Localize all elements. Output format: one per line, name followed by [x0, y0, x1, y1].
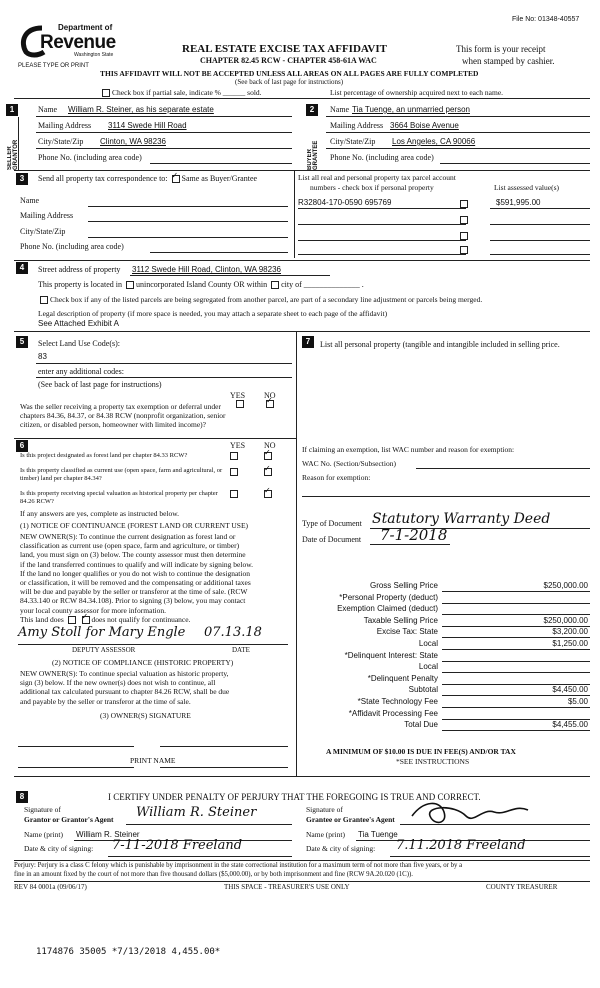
reason-label: Reason for exemption:: [302, 473, 371, 482]
partial-sale-checkbox[interactable]: [102, 89, 110, 97]
seller-city-value: Clinton, WA 98236: [100, 137, 166, 146]
grantee-name-value: Tia Tuenge: [358, 830, 398, 839]
buyer-name-value: Tia Tuenge, an unmarried person: [352, 105, 470, 114]
fee-line: [442, 603, 590, 604]
please-type-note: PLEASE TYPE OR PRINT: [18, 63, 89, 69]
fee-label: *Delinquent Interest: State: [344, 650, 438, 660]
ownership-note: List percentage of ownership acquired next to each name.: [330, 88, 504, 97]
fee-line: [442, 591, 590, 592]
fee-label: Subtotal: [408, 685, 438, 695]
notice-line: if the land transferred continues to qualify and will indicate by signing below.: [20, 559, 253, 569]
seller-mail-value: 3114 Swede Hill Road: [108, 121, 187, 130]
section-7-number: 7: [302, 336, 314, 348]
rev-number: REV 84 0001a (09/06/17): [14, 883, 87, 891]
doc-type-value: Statutory Warranty Deed: [372, 511, 551, 527]
notice-line: NEW OWNER(S): To continue special valuation as historic property,: [20, 669, 229, 678]
treasurer-stamp: 1174876 35005 *7/13/2018 4,455.00*: [36, 947, 221, 957]
unincorporated-checkbox[interactable]: [126, 281, 134, 289]
minimum-note: A MINIMUM OF $10.00 IS DUE IN FEE(S) AND/OR TAX: [326, 747, 516, 756]
segregated-checkbox[interactable]: [40, 296, 48, 304]
wac-label: WAC No. (Section/Subsection): [302, 459, 396, 468]
section-5-number: 5: [16, 336, 28, 348]
notice-1-title: (1) NOTICE OF CONTINUANCE (FOREST LAND OR CURRENT USE): [20, 521, 249, 530]
notice-line: and payable by the seller or transferor at the time of sale.: [20, 696, 191, 706]
historic-yes-checkbox[interactable]: [230, 490, 238, 498]
grantor-date-value: 7-11-2018 Freeland: [112, 838, 243, 853]
fee-value: $4,450.00: [552, 685, 588, 695]
county-treasurer-label: COUNTY TREASURER: [486, 883, 558, 891]
seller-phone-label: Phone No. (including area code): [38, 153, 142, 162]
perjury-line-1: Perjury: Perjury is a class C felony which is punishable by imprisonment in the state correctional institution for a maximum term of not more than five years, or by a: [14, 862, 463, 869]
fee-line: [442, 730, 590, 731]
s3-mail-label: Mailing Address: [20, 211, 74, 220]
fee-line: [442, 661, 590, 662]
s5-see-back: (See back of last page for instructions): [38, 380, 162, 389]
receipt-note-2: when stamped by cashier.: [462, 56, 555, 66]
partial-sale-label: Check box if partial sale, indicate % ______ sold.: [100, 89, 262, 97]
land-use-value: 83: [38, 352, 47, 361]
buyer-name-label: Name: [330, 105, 350, 114]
claiming-exemption-label: If claiming an exemption, list WAC number and reason for exemption:: [302, 445, 515, 454]
grantee-sig-label-1: Signature of: [306, 805, 343, 814]
does-not-qualify-checkbox[interactable]: [82, 616, 90, 624]
historic-question: Is this property receiving special valuation as historical property per chapter 84.26 RCW?: [20, 490, 218, 505]
fee-value: $1,250.00: [552, 639, 588, 648]
s5-yes-header: YES: [230, 391, 246, 400]
s3-phone-label: Phone No. (including area code): [20, 242, 124, 251]
parcel-header-1: List all real and personal property tax parcel account: [298, 173, 456, 182]
seller-city-label: City/State/Zip: [38, 137, 84, 146]
doc-type-label: Type of Document: [302, 519, 362, 528]
notice-line: NEW OWNER(S): To continue the current designation as forest land or: [20, 532, 236, 541]
seller-name-label: Name: [38, 105, 58, 114]
grantee-sig-label-2: Grantee or Grantee's Agent: [306, 815, 395, 824]
grantee-date-label: Date & city of signing:: [306, 844, 376, 853]
fee-label: Total Due: [404, 720, 438, 730]
fee-label: Gross Selling Price: [369, 581, 438, 590]
if-yes-note: If any answers are yes, complete as instructed below.: [20, 509, 180, 518]
logo-name-text: Revenue: [40, 32, 116, 53]
form-subtitle: CHAPTER 82.45 RCW - CHAPTER 458-61A WAC: [200, 56, 377, 65]
deputy-assessor-label: DEPUTY ASSESSOR: [72, 646, 136, 654]
notice-2-body: [20, 669, 294, 706]
fee-label: Local: [418, 662, 438, 672]
fee-label: Taxable Selling Price: [363, 615, 438, 625]
fee-line: [442, 649, 590, 650]
buyer-city-value: Los Angeles, CA 90066: [392, 137, 476, 146]
fee-label: *Delinquent Penalty: [367, 673, 438, 683]
buyer-phone-label: Phone No. (including area code): [330, 153, 434, 162]
section-2-number: 2: [306, 104, 318, 116]
fee-value: $250,000.00: [543, 581, 588, 590]
parcel-2-personal-checkbox[interactable]: [460, 216, 468, 224]
historic-no-checkbox[interactable]: [264, 490, 272, 498]
notice-line: or classification, it will be removed and the compensating or additional taxes: [20, 578, 251, 588]
section-4-number: 4: [16, 262, 28, 274]
s6-yes-header: YES: [230, 441, 246, 450]
fee-label: Excise Tax: State: [376, 627, 438, 637]
deputy-date-label: DATE: [232, 646, 250, 654]
forest-question: Is this project designated as forest land per chapter 84.33 RCW?: [20, 452, 188, 459]
section-1-number: 1: [6, 104, 18, 116]
doc-date-value: 7-1-2018: [380, 526, 448, 544]
form-title: REAL ESTATE EXCISE TAX AFFIDAVIT: [182, 43, 387, 55]
section-8-number: 8: [16, 791, 28, 803]
fee-label: *Affidavit Processing Fee: [348, 708, 438, 718]
fee-label: *State Technology Fee: [357, 697, 438, 706]
street-value: 3112 Swede Hill Road, Clinton, WA 98236: [132, 265, 281, 274]
s6-no-header: NO: [264, 441, 276, 450]
fee-label: *Personal Property (deduct): [339, 592, 438, 602]
additional-codes-label: enter any additional codes:: [38, 367, 124, 376]
s3-name-label: Name: [20, 196, 40, 205]
does-qualify-checkbox[interactable]: [68, 616, 76, 624]
logo-state-text: Washington State: [74, 52, 114, 58]
owner-signature-label: (3) OWNER(S) SIGNATURE: [100, 711, 191, 720]
segregated-label: Check box if any of the listed parcels are being segregated from another parcel, are part of a secondary line adjustment or parcels being merged.: [38, 296, 482, 304]
assessor-signature: Amy Stoll for Mary Engle: [18, 625, 186, 640]
located-label: This property is located in unincorporated Island County OR within city of ______________ .: [38, 280, 364, 289]
notice-line: If the land no longer qualifies or you do not wish to continue the designation: [20, 568, 250, 578]
legal-description-value: See Attached Exhibit A: [38, 319, 119, 328]
section-3-number: 3: [16, 173, 28, 185]
s5-no-header: NO: [264, 391, 276, 400]
fee-line: [442, 672, 590, 673]
grantor-sig-label-2: Grantor or Grantor's Agent: [24, 815, 114, 824]
perjury-line-2: fine in an amount fixed by the court of not more than five thousand dollars ($5,000.00), or by both imprisonment and fine (RCW 9A.20.020 (1C)).: [14, 871, 413, 878]
grantor-signature: William R. Steiner: [136, 805, 257, 820]
notice-line: your local county assessor for more information.: [20, 605, 167, 615]
assessor-date: 07.13.18: [204, 625, 262, 640]
warning-text: THIS AFFIDAVIT WILL NOT BE ACCEPTED UNLESS ALL AREAS ON ALL PAGES ARE FULLY COMPLETED: [100, 69, 479, 78]
fee-value: $3,200.00: [552, 627, 588, 637]
send-correspondence-label: Send all property tax correspondence to: ✓ Same as Buyer/Grantee: [38, 175, 257, 183]
divider: [14, 98, 590, 99]
doc-date-label: Date of Document: [302, 535, 362, 544]
grantor-name-label: Name (print): [24, 830, 63, 839]
print-name-label: PRINT NAME: [130, 756, 176, 765]
notice-line: classification as current use (open space, farm and agriculture, or timber): [20, 541, 240, 551]
buyer-city-label: City/State/Zip: [330, 137, 376, 146]
parcel-1-personal-checkbox[interactable]: [460, 200, 468, 208]
current-use-yes-checkbox[interactable]: [230, 468, 238, 476]
certify-statement: I CERTIFY UNDER PENALTY OF PERJURY THAT THE FOREGOING IS TRUE AND CORRECT.: [108, 792, 481, 802]
fee-label: Local: [418, 639, 438, 648]
revenue-logo: [18, 22, 128, 60]
assessed-header: List assessed value(s): [494, 183, 559, 192]
notice-1-body: [20, 532, 294, 615]
see-back-note: (See back of last page for instructions): [235, 78, 344, 86]
exemption-yes-checkbox[interactable]: [236, 400, 244, 408]
fee-value: $250,000.00: [543, 615, 588, 625]
legal-description-label: Legal description of property (if more space is needed, you may attach a separate sheet to each page of the affidavit): [38, 309, 388, 318]
current-use-question: Is this property classified as current use (open space, farm and agricultural, or timber) land per chapter 84.34?: [20, 467, 223, 482]
notice-2-title: (2) NOTICE OF COMPLIANCE (HISTORIC PROPERTY): [52, 658, 234, 667]
buyer-mail-value: 3664 Boise Avenue: [390, 121, 459, 130]
treasurer-use-label: THIS SPACE - TREASURER'S USE ONLY: [224, 883, 350, 891]
logo-dept-text: Department of: [58, 23, 113, 32]
same-as-buyer-checkbox[interactable]: [172, 175, 180, 183]
land-use-label: Select Land Use Code(s):: [38, 339, 120, 348]
fee-value: $4,455.00: [552, 720, 588, 730]
seller-side-label: SELLER GRANTOR: [7, 139, 19, 170]
notice-line: sign (3) below. If the new owner(s) does not wish to continue, all: [20, 678, 216, 688]
s3-city-label: City/State/Zip: [20, 227, 66, 236]
grantee-date-value: 7.11.2018 Freeland: [396, 838, 526, 853]
forest-yes-checkbox[interactable]: [230, 452, 238, 460]
notice-line: 84.33.140 or RCW 84.34.108). Prior to signing (3) below, you may contact: [20, 596, 246, 606]
forest-no-checkbox[interactable]: [264, 452, 272, 460]
buyer-side-label: BUYER GRANTEE: [307, 140, 319, 170]
parcel-1-value: R32804-170-0590 695769: [298, 198, 392, 207]
file-number: File No: 01348-40557: [512, 16, 580, 23]
exemption-no-checkbox[interactable]: [266, 400, 274, 408]
see-instructions-note: *SEE INSTRUCTIONS: [396, 757, 470, 766]
current-use-no-checkbox[interactable]: [264, 468, 272, 476]
grantee-name-label: Name (print): [306, 830, 345, 839]
personal-property-label: List all personal property (tangible and intangible included in selling price.: [320, 340, 560, 349]
grantor-name-value: William R. Steiner: [76, 830, 140, 839]
seller-mail-label: Mailing Address: [38, 121, 92, 130]
parcel-3-personal-checkbox[interactable]: [460, 232, 468, 240]
parcel-header-2: numbers - check box if personal property: [310, 183, 434, 192]
city-of-checkbox[interactable]: [271, 281, 279, 289]
section-6-number: 6: [16, 440, 28, 452]
grantor-sig-label-1: Signature of: [24, 805, 61, 814]
seller-name-value: William R. Steiner, as his separate estate: [68, 105, 214, 114]
notice-line: will be due and payable by the seller or transferor at the time of sale. (RCW: [20, 587, 248, 597]
notice-line: land, you must sign on (3) below. The county assessor must then determine: [20, 550, 246, 560]
assessed-1-value: $591,995.00: [496, 198, 541, 207]
street-label: Street address of property: [38, 265, 121, 274]
fee-line: [442, 707, 590, 708]
notice-line: additional tax calculated pursuant to chapter 84.26 RCW, shall be due: [20, 687, 230, 697]
receipt-note-1: This form is your receipt: [456, 44, 546, 54]
fee-label: Exemption Claimed (deduct): [337, 604, 438, 614]
parcel-4-personal-checkbox[interactable]: [460, 246, 468, 254]
land-qualify-line: This land does ✓ does not qualify for continuance.: [20, 616, 190, 624]
grantor-date-label: Date & city of signing:: [24, 844, 94, 853]
fee-value: $5.00: [567, 697, 588, 706]
exemption-question: Was the seller receiving a property tax exemption or deferral under chapters 84.36, 84.37, or 84.38 RCW (nonprofit organization, senior citizen, or disabled person, homeowner with limited income)?: [20, 402, 226, 429]
buyer-mail-label: Mailing Address: [330, 121, 384, 130]
